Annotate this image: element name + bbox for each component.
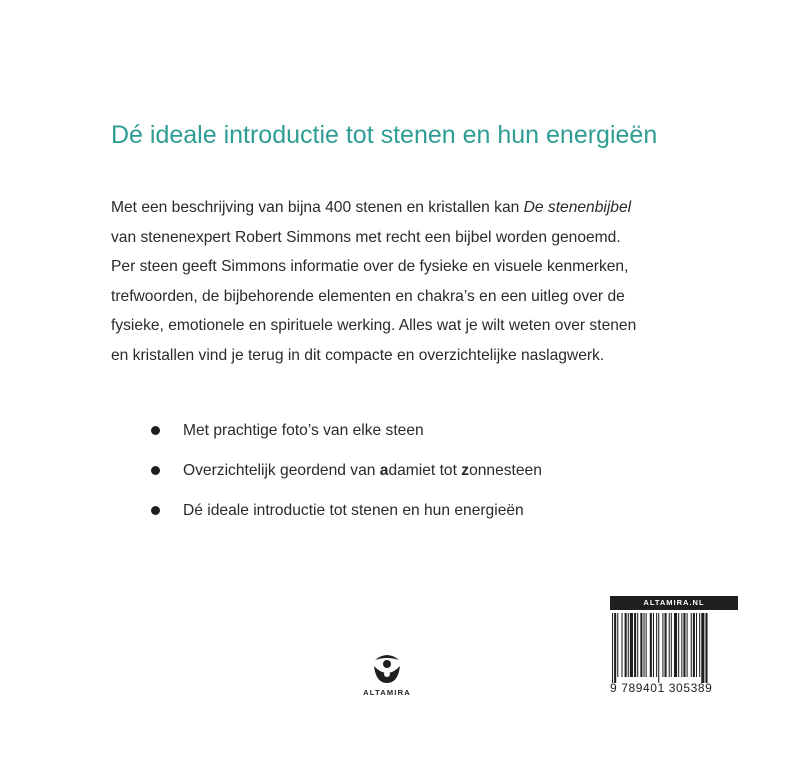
barcode-bar xyxy=(699,613,700,677)
publisher-name: ALTAMIRA xyxy=(363,688,411,697)
barcode-bar xyxy=(637,613,638,677)
barcode-bar xyxy=(617,613,618,677)
feature-text xyxy=(183,462,542,479)
barcode-bar xyxy=(687,613,688,677)
feature-item xyxy=(151,458,542,498)
barcode-bar xyxy=(683,613,685,677)
description-line xyxy=(111,193,751,223)
barcode-block xyxy=(610,596,738,695)
barcode-bar xyxy=(669,613,670,677)
feature-text-part: damiet tot xyxy=(388,462,462,479)
altamira-eye-logo-icon xyxy=(372,650,402,684)
bullet-icon xyxy=(151,466,160,475)
description-text: Met een beschrijving van bijna 400 stenen en kristallen kan xyxy=(111,199,524,216)
isbn-barcode xyxy=(610,613,738,683)
barcode-bar xyxy=(696,613,697,677)
bullet-icon xyxy=(151,426,160,435)
feature-item xyxy=(151,418,542,458)
publisher-logo xyxy=(355,650,419,697)
page-title: Dé ideale introductie tot stenen en hun energieën xyxy=(111,121,658,149)
barcode-bar xyxy=(644,613,645,677)
barcode-bar xyxy=(656,613,657,677)
feature-item xyxy=(151,498,542,538)
feature-list xyxy=(151,418,542,538)
description-line: van stenenexpert Robert Simmons met recht een bijbel worden genoemd. xyxy=(111,228,621,246)
feature-text-part: Overzichtelijk geordend van xyxy=(183,462,380,479)
barcode-bar xyxy=(705,613,707,683)
description-line: Per steen geeft Simmons informatie over de fysieke en visuele kenmerken, xyxy=(111,258,629,275)
barcode-bar xyxy=(662,613,663,677)
barcode-bar xyxy=(628,613,629,677)
feature-text-bold: z xyxy=(461,462,470,479)
barcode-bar xyxy=(614,613,616,683)
isbn-number: 9 789401 305389 xyxy=(610,681,713,695)
barcode-bar xyxy=(612,613,613,683)
description-paragraph xyxy=(111,193,751,370)
barcode-bar xyxy=(630,613,633,677)
barcode-bar xyxy=(640,613,642,677)
barcode-bar xyxy=(701,613,704,683)
barcode-bar xyxy=(671,613,672,677)
barcode-bar xyxy=(621,613,622,677)
barcode-bar xyxy=(625,613,627,677)
barcode-bar xyxy=(681,613,682,677)
book-title: De stenenbijbel xyxy=(523,199,632,216)
feature-text: Dé ideale introductie tot stenen en hun energieën xyxy=(183,502,524,519)
barcode-bar xyxy=(653,613,654,677)
feature-text-bold: a xyxy=(379,462,389,479)
description-line: trefwoorden, de bijbehorende elementen en chakra’s en een uitleg over de xyxy=(111,287,625,305)
description-line: fysieke, emotionele en spirituele werking. Alles wat je wilt weten over stenen xyxy=(111,317,637,334)
publisher-url: ALTAMIRA.NL xyxy=(610,596,738,610)
barcode-bar xyxy=(691,613,692,677)
barcode-bar xyxy=(634,613,636,677)
barcode-bar xyxy=(693,613,695,677)
barcode-bar xyxy=(674,613,677,677)
barcode-bar xyxy=(665,613,667,677)
barcode-bar xyxy=(658,613,659,683)
barcode-bar xyxy=(646,613,647,677)
feature-text-part: onnesteen xyxy=(469,462,542,479)
description-line: en kristallen vind je terug in dit compacte en overzichtelijke naslagwerk. xyxy=(111,346,605,364)
bullet-icon xyxy=(151,506,160,515)
barcode-bar xyxy=(650,613,652,677)
feature-text: Met prachtige foto’s van elke steen xyxy=(183,422,424,439)
barcode-bar xyxy=(678,613,679,677)
